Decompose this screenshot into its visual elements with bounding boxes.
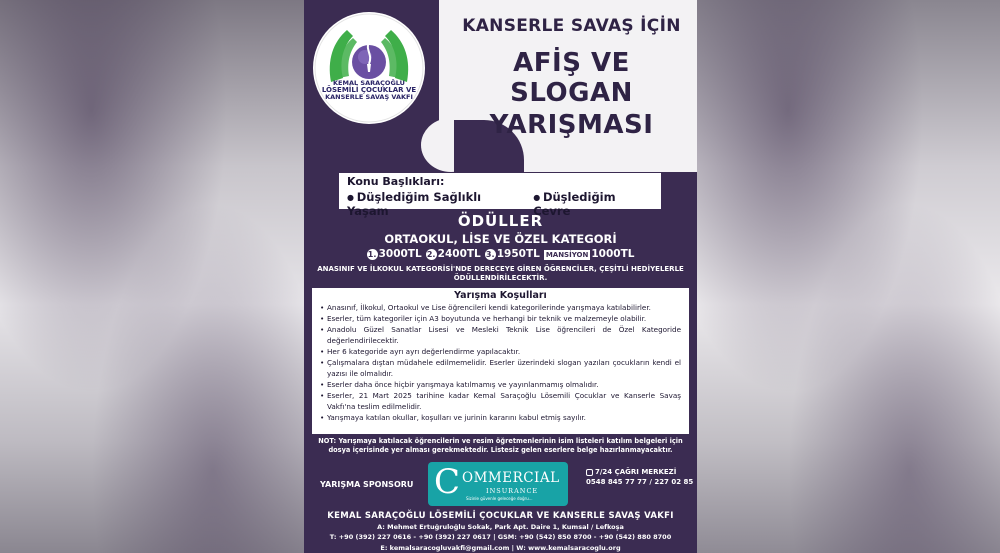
poster (304, 0, 697, 553)
prize-item (367, 248, 422, 260)
topics-title: Konu Başlıkları: (347, 175, 445, 188)
prize-list (304, 248, 697, 260)
logo-line-3: KANSERLE SAVAŞ VAKFI (325, 93, 413, 102)
condition-item: • Yarışmaya katılan okullar, koşulları ve jurinin kararını kabul etmiş sayılır. (320, 412, 681, 423)
logo-line-1: KEMAL SARAÇOĞLU (333, 79, 405, 87)
conditions-title: Yarışma Koşulları (454, 290, 547, 301)
prize-amount: 1000TL (591, 248, 635, 260)
prize-item (426, 248, 481, 260)
footer (304, 511, 697, 552)
conditions-list (320, 302, 681, 423)
condition-item: • Çalışmalara dıştan müdahele edilmemelidir. Eserler üzerindeki slogan yazıları çocukların kendi el yazısı ile olmalıdır. (320, 357, 681, 379)
sponsor-subname: INSURANCE (486, 487, 539, 495)
condition-item: • Anadolu Güzel Sanatlar Lisesi ve Mesleki Teknik Lise öğrencileri de Özel Kategoride değerlendirilecektir. (320, 324, 681, 346)
sponsor-tagline: Sizinle güvenle geleceğe doğru... (466, 496, 533, 501)
awards-category: ORTAOKUL, LİSE VE ÖZEL KATEGORİ (384, 232, 617, 246)
awards-section (304, 212, 697, 283)
headline-line-2: AFİŞ VE SLOGAN (510, 48, 633, 108)
prize-amount: 2400TL (437, 248, 481, 260)
call-center (586, 468, 693, 488)
prize-amount: 3000TL (378, 248, 422, 260)
prize-item (544, 248, 635, 260)
sponsor-label: YARIŞMA SPONSORU (320, 480, 414, 489)
prize-rank: MANSİYON (545, 251, 589, 259)
footer-phones: T: +90 (392) 227 0616 - +90 (392) 227 0617 | GSM: +90 (542) 850 8700 - +90 (542) 880 8700 (329, 533, 672, 542)
sponsor-logo-letter: C (434, 462, 461, 502)
phone-icon (586, 469, 593, 476)
headline (449, 14, 694, 140)
footer-org-name: KEMAL SARAÇOĞLU LÖSEMİLİ ÇOCUKLAR VE KANSERLE SAVAŞ VAKFI (327, 511, 674, 521)
condition-item: • Eserler daha önce hiçbir yarışmaya katılmamış ve yayınlanmamış olmalıdır. (320, 379, 681, 390)
background-right (697, 0, 1000, 553)
background-left (0, 0, 304, 553)
topic-item: ● Düşlediğim Sağlıklı Yaşam (347, 190, 521, 218)
prize-rank: 3. (485, 250, 495, 259)
sponsor-name: OMMERCIAL (462, 470, 560, 486)
prize-rank: 2. (426, 250, 436, 259)
logo-line-2: LÖSEMİLİ ÇOCUKLAR VE (321, 85, 417, 94)
call-center-numbers: 0548 845 77 77 / 227 02 85 (586, 477, 694, 486)
logo-hands-icon (313, 12, 425, 124)
awards-title: ÖDÜLLER (457, 212, 544, 230)
prize-item (485, 248, 540, 260)
sponsor-logo (428, 462, 568, 506)
headline-line-3: YARIŞMASI (489, 110, 654, 140)
prize-rank: 1. (367, 250, 377, 259)
participation-note: NOT: Yarışmaya katılacak öğrencilerin ve resim öğretmenlerinin isim listeleri katılım belgeleri için dosya içerisinde yer alması gerekmektedir. Listesiz gelen eserlere belge hazırlanmayacaktır. (318, 437, 683, 454)
topics-box (339, 173, 661, 218)
foundation-logo (313, 12, 425, 124)
sponsor-row (304, 460, 697, 510)
logo-text (313, 80, 425, 101)
headline-line-1: KANSERLE SAVAŞ İÇİN (462, 16, 681, 36)
call-center-title: 7/24 ÇAĞRI MERKEZİ (595, 468, 677, 476)
condition-item: • Anasınıf, İlkokul, Ortaokul ve Lise öğrencileri kendi kategorilerinde yarışmaya katılabilirler. (320, 302, 681, 313)
topic-item: ● Düşlediğim Çevre (533, 190, 653, 218)
prize-amount: 1950TL (496, 248, 540, 260)
footer-web: E: kemalsaracogluvakfi@gmail.com | W: www.kemalsaracoglu.org (380, 543, 621, 552)
condition-item: • Eserler, tüm kategoriler için A3 boyutunda ve herhangi bir teknik ve malzemeyle olabilir. (320, 313, 681, 324)
footer-address: A: Mehmet Ertuğruloğlu Sokak, Park Apt. Daire 1, Kumsal / Lefkoşa (377, 523, 624, 531)
conditions-box (312, 288, 689, 434)
awards-note: ANASINIF VE İLKOKUL KATEGORİSİ'NDE DERECEYE GİREN ÖĞRENCİLER, ÇEŞİTLİ HEDİYELERLE ÖDÜLLENDİRİLECEKTİR. (317, 265, 684, 283)
condition-item: • Eserler, 21 Mart 2025 tarihine kadar Kemal Saraçoğlu Lösemili Çocuklar ve Kanserle Savaş Vakfı'na teslim edilmelidir. (320, 390, 681, 412)
condition-item: • Her 6 kategoride ayrı ayrı değerlendirme yapılacaktır. (320, 346, 681, 357)
